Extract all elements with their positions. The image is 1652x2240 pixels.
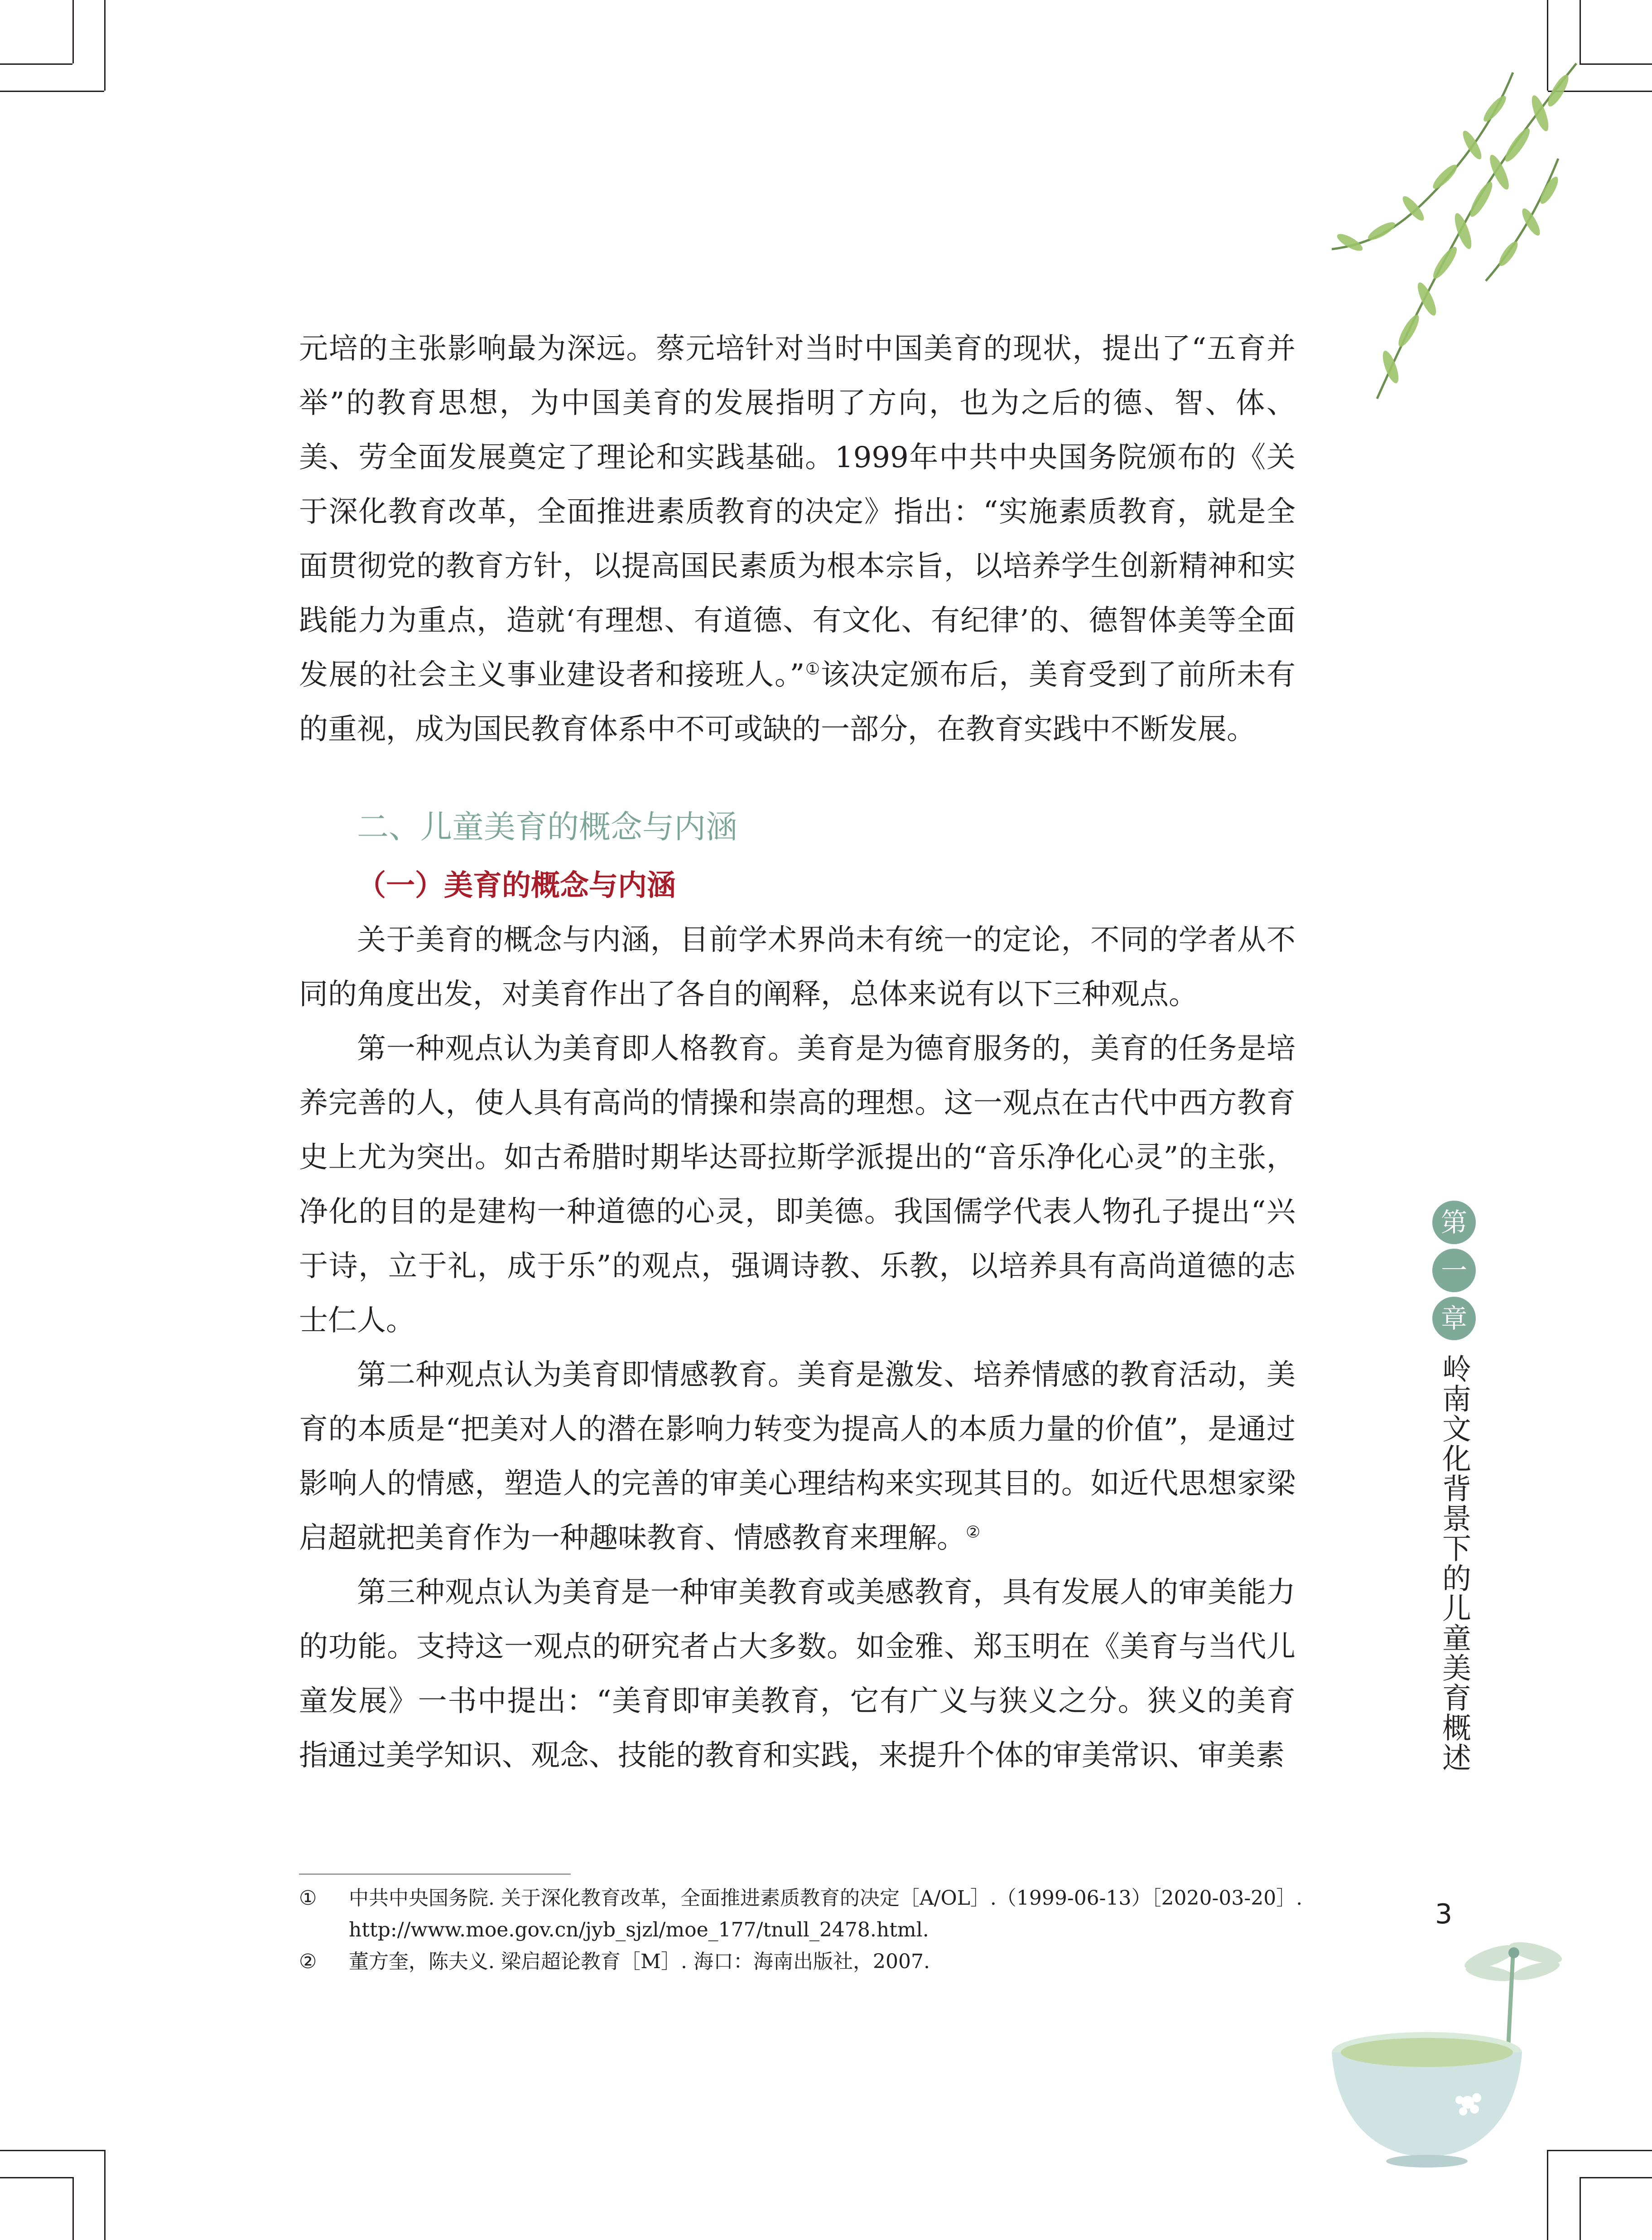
crop-mark	[0, 2150, 104, 2151]
chapter-label-char: 章	[1432, 1297, 1476, 1340]
teacup-illustration	[1318, 2025, 1536, 2170]
crop-mark	[1580, 2177, 1652, 2178]
paragraph	[299, 322, 1296, 757]
paragraph-text: 第二种观点认为美育即情感教育。美育是激发、培养情感的教育活动，美育的本质是“把美对人的潜在影响力转变为提高人的本质力量的价值”，是通过影响人的情感，塑造人的完善的审美心理结构来实现其目的。如近代思想家梁启超就把美育作为一种趣味教育、情感教育来理解。	[299, 1358, 1296, 1555]
willow-branch-illustration	[1305, 54, 1585, 408]
crop-mark	[1580, 63, 1652, 65]
footnotes	[299, 1883, 1318, 1978]
section-heading: 二、儿童美育的概念与内涵	[357, 808, 737, 845]
crop-mark	[72, 0, 74, 63]
crop-mark	[1580, 0, 1581, 63]
paragraph	[299, 1348, 1296, 1565]
footnote-marker[interactable]: ①	[804, 660, 821, 679]
footnote-text: 中共中央国务院. 关于深化教育改革，全面推进素质教育的决定［A/OL］.（1999-06-13）［2020-03-20］. http://www.moe.gov.cn/jyb_sjzl/moe_177/tnull_2478.html.	[349, 1887, 1303, 1941]
crop-mark	[0, 2177, 72, 2178]
chapter-label-char: 一	[1432, 1249, 1476, 1292]
crop-mark	[0, 91, 104, 92]
footnote-number: ②	[299, 1950, 317, 1973]
paragraph-text: 元培的主张影响最为深远。蔡元培针对当时中国美育的现状，提出了“五育并举”的教育思想，为中国美育的发展指明了方向，也为之后的德、智、体、美、劳全面发展奠定了理论和实践基础。1999年中共中央国务院颁布的《关于深化教育改革，全面推进素质教育的决定》指出：“实施素质教育，就是全面贯彻党的教育方针，以提高国民素质为根本宗旨，以培养学生创新精神和实践能力为重点，造就‘有理想、有道德、有文化、有纪律’的、德智体美等全面发展的社会主义事业建设者和接班人。”	[299, 332, 1296, 692]
paragraph: 关于美育的概念与内涵，目前学术界尚未有统一的定论，不同的学者从不同的角度出发，对美育作出了各自的阐释，总体来说有以下三种观点。	[299, 923, 1296, 1011]
footnote-text: 董方奎，陈夫义. 梁启超论教育［M］. 海口：海南出版社，2007.	[349, 1950, 930, 1973]
body-text	[299, 322, 1296, 1783]
chapter-label-char: 第	[1432, 1201, 1476, 1244]
chapter-title: 岭南文化背景下的儿童美育概述	[1437, 1354, 1471, 1772]
footnote	[299, 1946, 1318, 1978]
chapter-tab	[1418, 1201, 1490, 1772]
paragraph: 第三种观点认为美育是一种审美教育或美感教育，具有发展人的审美能力的功能。支持这一观点的研究者占大多数。如金雅、郑玉明在《美育与当代儿童发展》一书中提出：“美育即审美教育，它有广义与狭义之分。狭义的美育指通过美学知识、观念、技能的教育和实践，来提升个体的审美常识、审美素	[299, 1576, 1296, 1772]
footnote-number: ①	[299, 1887, 317, 1910]
sub-heading: （一）美育的概念与内涵	[357, 869, 676, 903]
page-number: 3	[1435, 1898, 1453, 1930]
crop-mark	[72, 2177, 74, 2240]
crop-mark	[0, 63, 72, 65]
footnote-divider	[299, 1873, 571, 1875]
footnote-marker[interactable]: ②	[966, 1523, 981, 1542]
crop-mark	[1548, 2150, 1652, 2151]
crop-mark	[104, 0, 106, 91]
paragraph-text: 该决定颁布后，美育受到了前所未有的重视，成为国民教育体系中不可或缺的一部分，在教育实践中不断发展。	[299, 658, 1296, 746]
crop-mark	[1547, 2150, 1548, 2240]
crop-mark	[104, 2150, 106, 2240]
crop-mark	[1580, 2177, 1581, 2240]
paragraph: 第一种观点认为美育即人格教育。美育是为德育服务的，美育的任务是培养完善的人，使人具有高尚的情操和崇高的理想。这一观点在古代中西方教育史上尤为突出。如古希腊时期毕达哥拉斯学派提出的“音乐净化心灵”的主张，净化的目的是建构一种道德的心灵，即美德。我国儒学代表人物孔子提出“兴于诗，立于礼，成于乐”的观点，强调诗教、乐教，以培养具有高尚道德的志士仁人。	[299, 1032, 1296, 1337]
footnote	[299, 1883, 1318, 1946]
